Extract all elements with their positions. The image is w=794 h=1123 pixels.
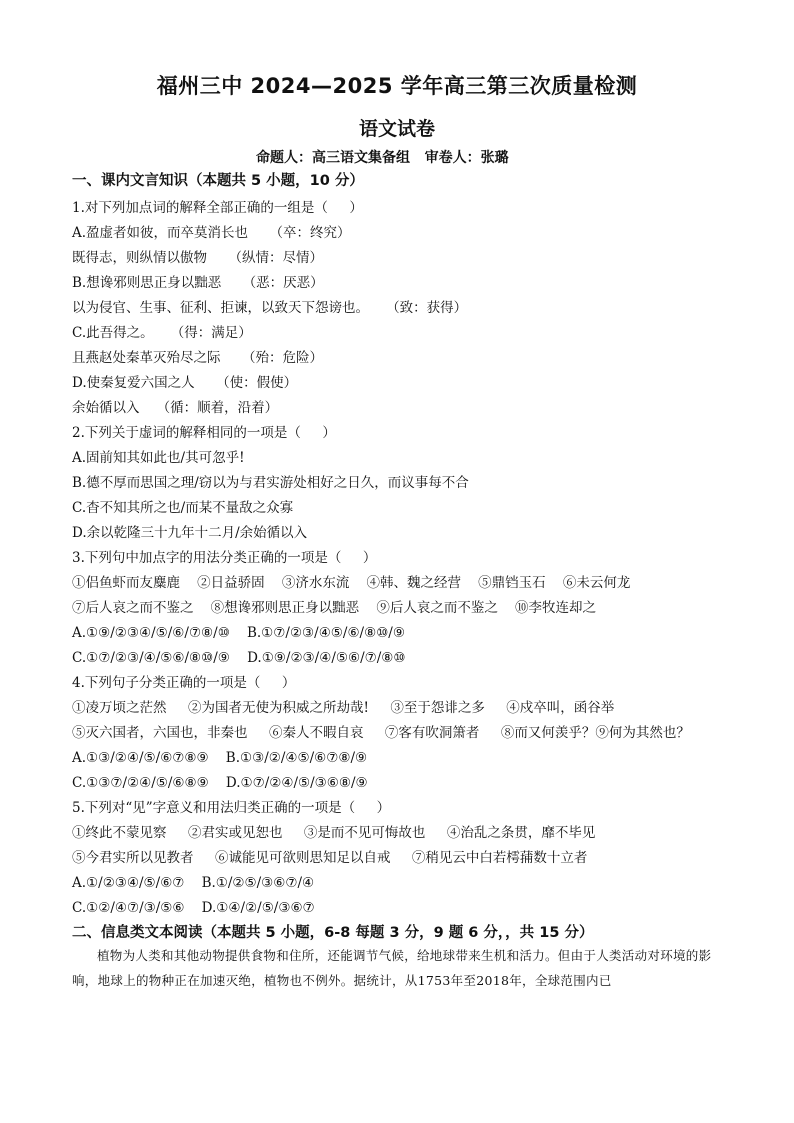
- question-line: C.①⑦/②③/④/⑤⑥/⑧⑩/⑨ D.①⑨/②③/④/⑤⑥/⑦/⑧⑩: [72, 650, 406, 666]
- question-line: C.①②/④⑦/③/⑤⑥ D.①④/②/⑤/③⑥⑦: [72, 900, 315, 916]
- question-line: ①终此不蒙见察 ②君实或见恕也 ③是而不见可悔故也 ④治乱之条贯，靡不毕见: [72, 825, 596, 841]
- question-line: 且燕赵处秦革灭殆尽之际 （殆：危险）: [72, 350, 323, 366]
- question-line: 既得志，则纵情以傲物 （纵情：尽情）: [72, 250, 323, 266]
- question-line: ⑦后人哀之而不鉴之 ⑧想谗邪则思正身以黜恶 ⑨后人哀之而不鉴之 ⑩李牧连却之: [72, 600, 596, 616]
- question-line: A.盈虚者如彼，而卒莫消长也 （卒：终究）: [72, 225, 351, 241]
- exam-authors: 命题人：高三语文集备组 审卷人：张璐: [256, 150, 509, 166]
- exam-title: 福州三中 2024—2025 学年高三第三次质量检测: [156, 74, 638, 98]
- reading-paragraph: 植物为人类和其他动物提供食物和住所，还能调节气候，给地球带来生机和活力。但由于人类活动对环境的影响，地球上的物种正在加速灭绝，植物也不例外。据统计，从1753年至2018年，全球范围内已: [72, 948, 712, 988]
- question-line: A.①③/②④/⑤/⑥⑦⑧⑨ B.①③/②/④⑤/⑥⑦⑧/⑨: [72, 750, 368, 766]
- question-line: 以为侵官、生事、征利、拒谏，以致天下怨谤也。 （致：获得）: [72, 300, 468, 316]
- question-line: ①凌万顷之茫然 ②为国者无使为积威之所劫哉! ③至于怨诽之多 ④戍卒叫，函谷举: [72, 700, 615, 716]
- question-line: 3.下列句中加点字的用法分类正确的一项是（ ）: [72, 550, 377, 566]
- question-line: A.①⑨/②③④/⑤/⑥/⑦⑧/⑩ B.①⑦/②③/④⑤/⑥/⑧⑩/⑨: [72, 625, 405, 641]
- question-line: A.固前知其如此也/其可忽乎!: [72, 450, 245, 466]
- question-line: 5.下列对“见”字意义和用法归类正确的一项是（ ）: [72, 800, 391, 816]
- question-line: C.杳不知其所之也/而某不量敌之众寡: [72, 500, 294, 516]
- question-line: B.想谗邪则思正身以黜恶 （恶：厌恶）: [72, 275, 324, 291]
- question-line: 1.对下列加点词的解释全部正确的一组是（ ）: [72, 200, 363, 216]
- question-line: 2.下列关于虚词的解释相同的一项是（ ）: [72, 425, 336, 441]
- question-line: C.此吾得之。 （得：满足）: [72, 325, 252, 341]
- section-2-heading: 二、信息类文本阅读（本题共 5 小题，6-8 每题 3 分，9 题 6 分，，共 15 分）: [72, 925, 594, 941]
- section-1-heading: 一、课内文言知识（本题共 5 小题，10 分）: [72, 173, 364, 189]
- question-line: D.使秦复爱六国之人 （使：假使）: [72, 375, 298, 391]
- question-line: B.德不厚而思国之理/窃以为与君实游处相好之日久，而议事每不合: [72, 475, 469, 491]
- exam-subject: 语文试卷: [358, 118, 435, 140]
- question-line: 4.下列句子分类正确的一项是（ ）: [72, 675, 296, 691]
- question-line: 余始循以入 （循：顺着，沿着）: [72, 400, 279, 416]
- question-line: ⑤今君实所以见教者 ⑥诚能见可欲则思知足以自戒 ⑦稍见云中白若樗蒱数十立者: [72, 850, 588, 866]
- question-line: ①侣鱼虾而友麋鹿 ②日益骄固 ③济水东流 ④韩、魏之经营 ⑤鼎铛玉石 ⑥未云何龙: [72, 575, 631, 591]
- question-line: C.①③⑦/②④/⑤/⑥⑧⑨ D.①⑦/②④/⑤/③⑥⑧/⑨: [72, 775, 368, 791]
- question-line: A.①/②③④/⑤/⑥⑦ B.①/②⑤/③⑥⑦/④: [72, 875, 315, 891]
- question-line: D.余以乾隆三十九年十二月/余始循以入: [72, 525, 308, 541]
- question-line: ⑤灭六国者，六国也，非秦也 ⑥秦人不暇自哀 ⑦客有吹洞箫者 ⑧而又何羡乎？⑨何为其然也？: [72, 725, 690, 741]
